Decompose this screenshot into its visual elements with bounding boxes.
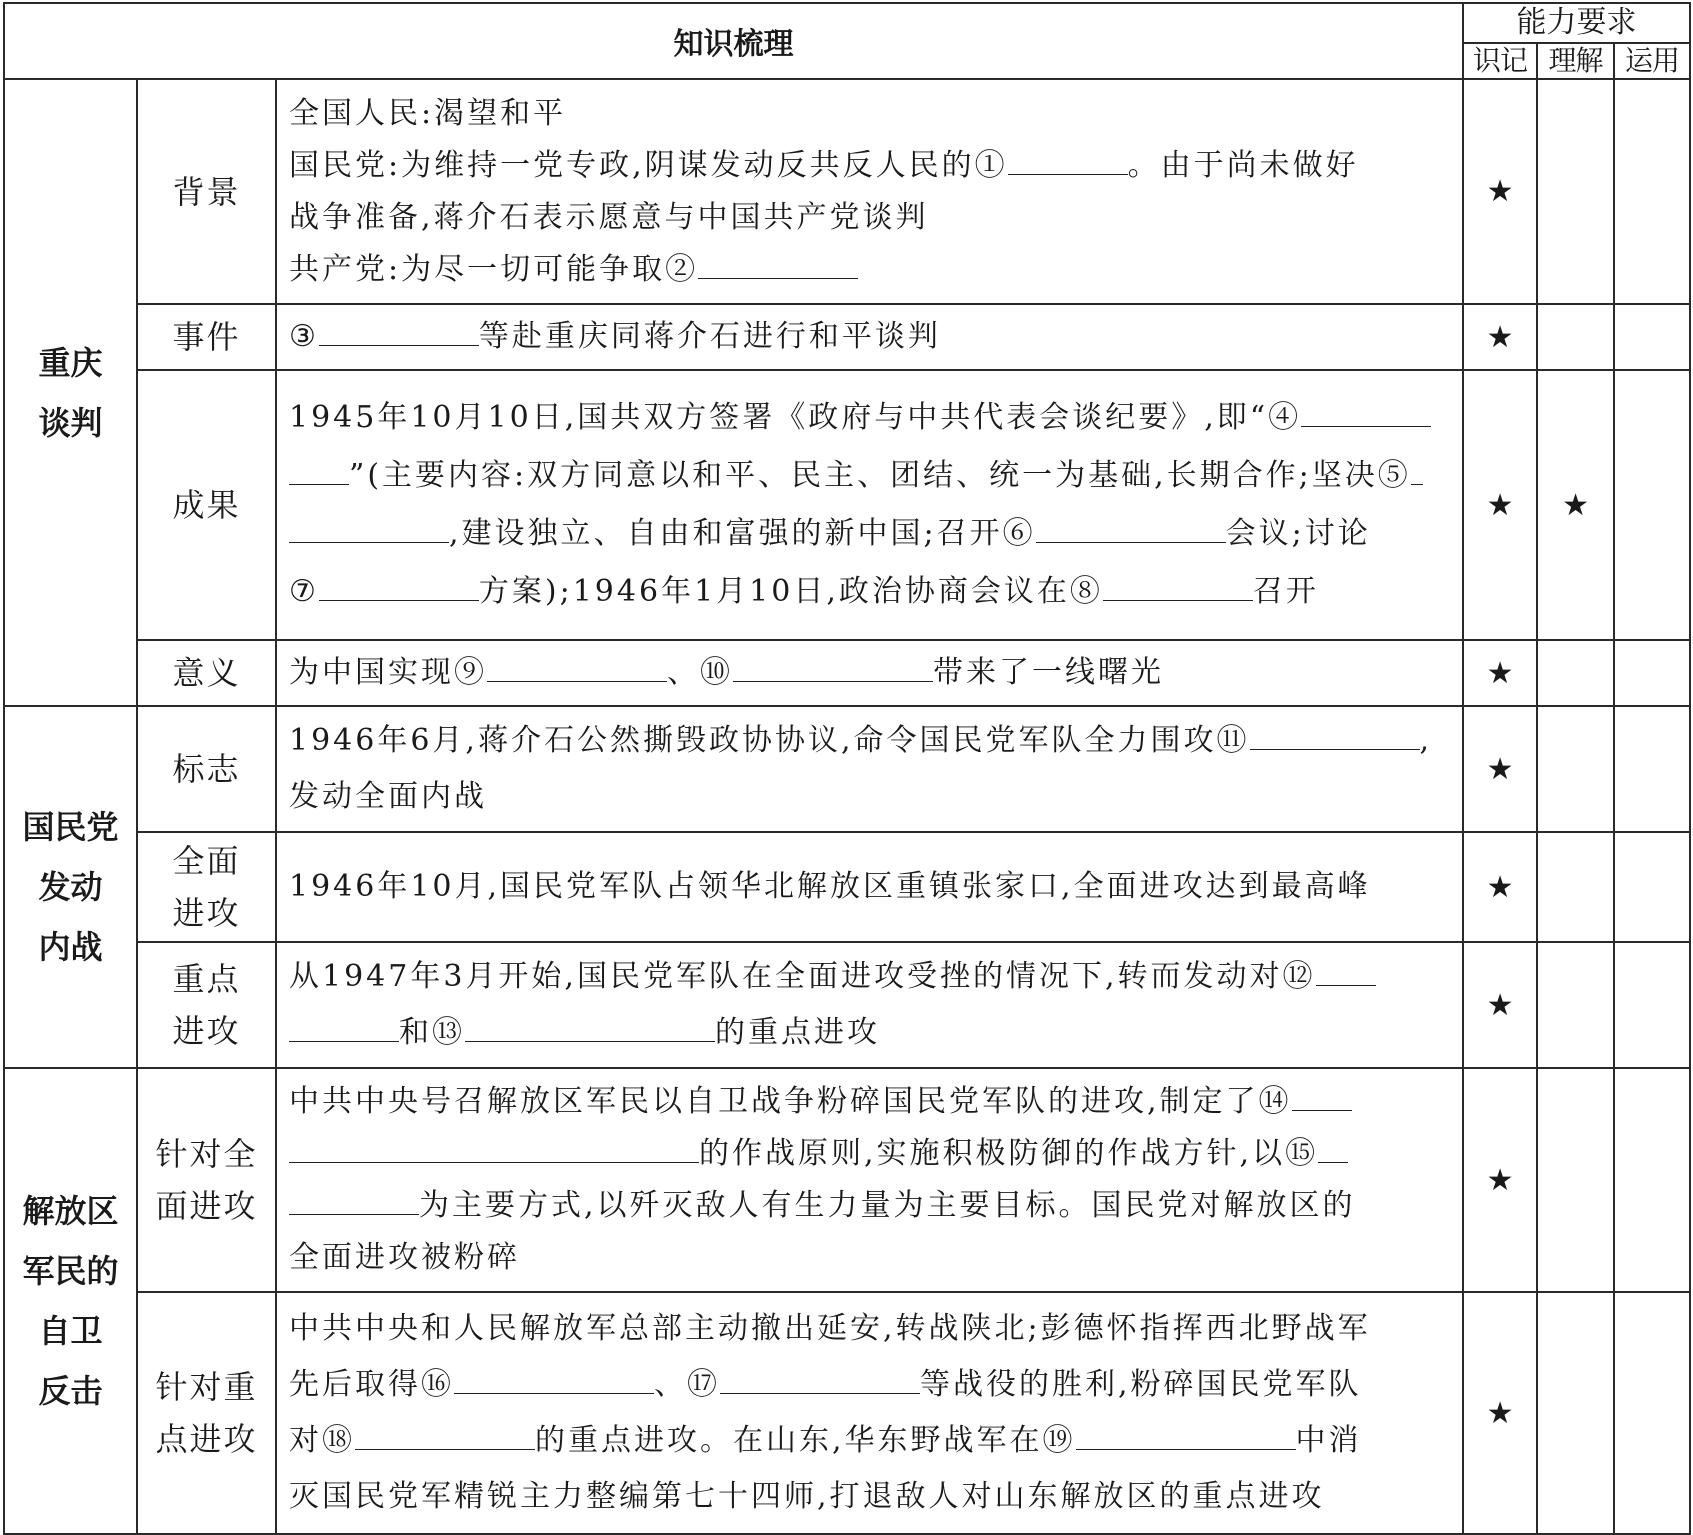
content-text: ③ [289, 319, 319, 354]
content-line [289, 140, 1452, 192]
content-text: 和⑬ [399, 1015, 465, 1050]
recall-star-cell: ★ [1463, 942, 1537, 1068]
content-line [289, 447, 1452, 505]
sub-topic-line: 面进攻 [155, 1187, 258, 1225]
content-text: , [1419, 723, 1433, 758]
content-text: 灭国民党军精锐主力整编第七十四师,打退敌人对山东解放区的重点进攻 [289, 1479, 1325, 1514]
understand-star-cell [1537, 304, 1614, 370]
fill-in-blank[interactable] [1008, 148, 1128, 175]
section-title-line: 内战 [38, 928, 103, 966]
content-line [289, 1469, 1452, 1525]
sub-topic [137, 79, 276, 304]
apply-star-cell [1614, 1068, 1690, 1292]
table-row [4, 79, 1690, 304]
content-text: ”(主要内容:双方同意以和平、民主、团结、统一为基础,长期合作;坚决⑤ [349, 458, 1411, 493]
content-line [289, 1301, 1452, 1357]
section-title-line: 发动 [38, 868, 103, 906]
content-line [289, 311, 1452, 363]
content-text: 共产党:为尽一切可能争取② [289, 251, 699, 287]
fill-in-blank[interactable] [289, 458, 349, 485]
section-title [4, 706, 137, 1068]
section-title-line: 重庆 [38, 343, 103, 382]
content-text: 发动全面内战 [289, 779, 487, 814]
content-text: 的作战原则,实施积极防御的作战方针,以⑮ [699, 1136, 1319, 1171]
content-line [289, 1128, 1452, 1180]
content-line [289, 1357, 1452, 1413]
content-cell [276, 79, 1463, 304]
content-cell [276, 370, 1463, 640]
section-title-line: 国民党 [22, 808, 119, 846]
content-line [289, 244, 1452, 296]
content-text: 为中国实现⑨ [289, 655, 487, 690]
content-line [289, 1180, 1452, 1232]
apply-star-cell [1614, 706, 1690, 832]
content-text: ⑦ [289, 574, 319, 609]
fill-in-blank[interactable] [1316, 959, 1376, 986]
sub-topic [137, 942, 276, 1068]
content-line [289, 769, 1452, 825]
content-text: 、⑩ [667, 655, 733, 690]
apply-star-cell [1614, 370, 1690, 640]
fill-in-blank[interactable] [289, 1188, 419, 1215]
fill-in-blank[interactable] [289, 516, 449, 543]
sub-topic-line: 点进攻 [155, 1420, 258, 1458]
content-text: 1946年10月,国民党军队占领华北解放区重镇张家口,全面进攻达到最高峰 [289, 869, 1371, 904]
sub-topic-line: 成果 [172, 486, 241, 524]
table-row [4, 304, 1690, 370]
content-text: 对⑱ [289, 1423, 355, 1458]
section-title-line: 反击 [38, 1372, 103, 1410]
content-text: 从1947年3月开始,国民党军队在全面进攻受挫的情况下,转而发动对⑫ [289, 959, 1316, 994]
fill-in-blank[interactable] [1103, 574, 1253, 601]
content-text: 方案);1946年1月10日,政治协商会议在⑧ [478, 574, 1103, 609]
table-row [4, 832, 1690, 942]
recall-star-cell: ★ [1463, 370, 1537, 640]
sub-topic-line: 全面 [172, 842, 241, 880]
content-text: 国民党:为维持一党专政,阴谋发动反共反人民的① [289, 147, 1008, 183]
content-text: 1946年6月,蒋介石公然撕毁政协协议,命令国民党军队全力围攻⑪ [289, 723, 1250, 758]
content-cell [276, 832, 1463, 942]
table-row [4, 370, 1690, 640]
sub-topic-line: 进攻 [172, 894, 241, 932]
fill-in-blank[interactable] [1301, 400, 1431, 427]
content-text: 的重点进攻 [715, 1015, 880, 1050]
content-line [289, 505, 1452, 563]
fill-in-blank[interactable] [1036, 516, 1226, 543]
content-line [289, 1413, 1452, 1469]
content-line [289, 192, 1452, 244]
understand-star-cell [1537, 942, 1614, 1068]
section-title-line: 解放区 [22, 1192, 119, 1230]
sub-topic [137, 640, 276, 706]
table-row [4, 640, 1690, 706]
fill-in-blank[interactable] [1292, 1084, 1352, 1111]
content-text: 召开 [1252, 574, 1319, 609]
content-line [289, 647, 1452, 699]
sub-topic [137, 1292, 276, 1534]
understand-star-cell [1537, 79, 1614, 304]
content-line [289, 713, 1452, 769]
sub-topic [137, 370, 276, 640]
understand-star-cell [1537, 640, 1614, 706]
fill-in-blank[interactable] [289, 1136, 699, 1163]
recall-star-cell: ★ [1463, 1292, 1537, 1534]
apply-star-cell [1614, 832, 1690, 942]
apply-star-cell [1614, 942, 1690, 1068]
content-line [289, 1232, 1452, 1284]
content-text: 中共中央和人民解放军总部主动撤出延安,转战陕北;彭德怀指挥西北野战军 [289, 1311, 1371, 1346]
understand-star-cell [1537, 1068, 1614, 1292]
recall-star-cell: ★ [1463, 304, 1537, 370]
content-cell [276, 1292, 1463, 1534]
apply-star-cell [1614, 304, 1690, 370]
content-line [289, 857, 1452, 917]
sub-topic-line: 意义 [172, 654, 241, 692]
recall-star-cell: ★ [1463, 1068, 1537, 1292]
content-line [289, 389, 1452, 447]
knowledge-table [3, 2, 1691, 1535]
content-text: 为主要方式,以歼灭敌人有生力量为主要目标。国民党对解放区的 [419, 1188, 1356, 1223]
content-text: 的重点进攻。在山东,华东野战军在⑲ [535, 1423, 1076, 1458]
content-text: 等赴重庆同蒋介石进行和平谈判 [478, 319, 941, 354]
fill-in-blank[interactable] [1076, 1423, 1296, 1450]
fill-in-blank[interactable] [319, 574, 479, 601]
content-text: 。由于尚未做好 [1127, 147, 1359, 183]
sub-topic-line: 进攻 [172, 1012, 241, 1050]
understand-header: 理解 [1537, 43, 1614, 79]
apply-header: 运用 [1614, 43, 1690, 79]
section-title-line: 军民的 [22, 1252, 119, 1290]
content-text: 先后取得⑯ [289, 1367, 454, 1402]
understand-star-cell: ★ [1537, 370, 1614, 640]
fill-in-blank[interactable] [487, 655, 667, 682]
table-row [4, 706, 1690, 832]
recall-star-cell: ★ [1463, 79, 1537, 304]
content-cell [276, 942, 1463, 1068]
content-text: 1945年10月10日,国共双方签署《政府与中共代表会谈纪要》,即“④ [289, 400, 1302, 435]
knowledge-header: 知识梳理 [4, 3, 1463, 79]
content-text: 全国人民:渴望和平 [289, 95, 567, 131]
content-text: 中消 [1295, 1423, 1362, 1458]
understand-star-cell [1537, 832, 1614, 942]
content-line [289, 88, 1452, 140]
fill-in-blank[interactable] [720, 1367, 920, 1394]
fill-in-blank[interactable] [454, 1367, 654, 1394]
content-text: 战争准备,蒋介石表示愿意与中国共产党谈判 [289, 199, 929, 235]
sub-topic-line: 背景 [172, 172, 241, 211]
fill-in-blank[interactable] [1411, 458, 1423, 485]
understand-star-cell [1537, 706, 1614, 832]
sub-topic-line: 重点 [172, 960, 241, 998]
fill-in-blank[interactable] [733, 655, 933, 682]
recall-star-cell: ★ [1463, 640, 1537, 706]
content-text: 等战役的胜利,粉碎国民党军队 [920, 1367, 1362, 1402]
sub-topic [137, 706, 276, 832]
recall-star-cell: ★ [1463, 706, 1537, 832]
content-cell [276, 640, 1463, 706]
table-row [4, 1292, 1690, 1534]
apply-star-cell [1614, 1292, 1690, 1534]
table-row [4, 942, 1690, 1068]
sub-topic [137, 832, 276, 942]
content-text: 带来了一线曙光 [933, 655, 1164, 690]
section-title-line: 自卫 [38, 1312, 103, 1350]
content-cell [276, 1068, 1463, 1292]
content-text: ,建设独立、自由和富强的新中国;召开⑥ [449, 516, 1036, 551]
fill-in-blank[interactable] [465, 1015, 715, 1042]
content-text: 全面进攻被粉碎 [289, 1240, 520, 1275]
ability-header: 能力要求 [1463, 3, 1690, 43]
content-line [289, 1005, 1452, 1061]
sub-topic-line: 针对重 [155, 1368, 258, 1406]
section-title-line: 谈判 [38, 403, 103, 442]
content-text: 、⑰ [654, 1367, 720, 1402]
sub-topic-line: 事件 [172, 318, 241, 356]
content-text: 中共中央号召解放区军民以自卫战争粉碎国民党军队的进攻,制定了⑭ [289, 1084, 1292, 1119]
fill-in-blank[interactable] [698, 252, 858, 279]
sub-topic-line: 针对全 [155, 1135, 258, 1173]
content-cell [276, 706, 1463, 832]
fill-in-blank[interactable] [355, 1423, 535, 1450]
apply-star-cell [1614, 79, 1690, 304]
content-line [289, 1076, 1452, 1128]
content-text: 会议;讨论 [1225, 516, 1371, 551]
fill-in-blank[interactable] [1250, 723, 1420, 750]
recall-header: 识记 [1463, 43, 1537, 79]
fill-in-blank[interactable] [1318, 1136, 1348, 1163]
fill-in-blank[interactable] [319, 319, 479, 346]
section-title [4, 1068, 137, 1534]
section-title [4, 79, 137, 706]
apply-star-cell [1614, 640, 1690, 706]
fill-in-blank[interactable] [289, 1015, 399, 1042]
recall-star-cell: ★ [1463, 832, 1537, 942]
content-line [289, 563, 1452, 621]
sub-topic [137, 1068, 276, 1292]
content-cell [276, 304, 1463, 370]
sub-topic [137, 304, 276, 370]
understand-star-cell [1537, 1292, 1614, 1534]
content-line [289, 949, 1452, 1005]
sub-topic-line: 标志 [172, 750, 241, 788]
table-row [4, 1068, 1690, 1292]
